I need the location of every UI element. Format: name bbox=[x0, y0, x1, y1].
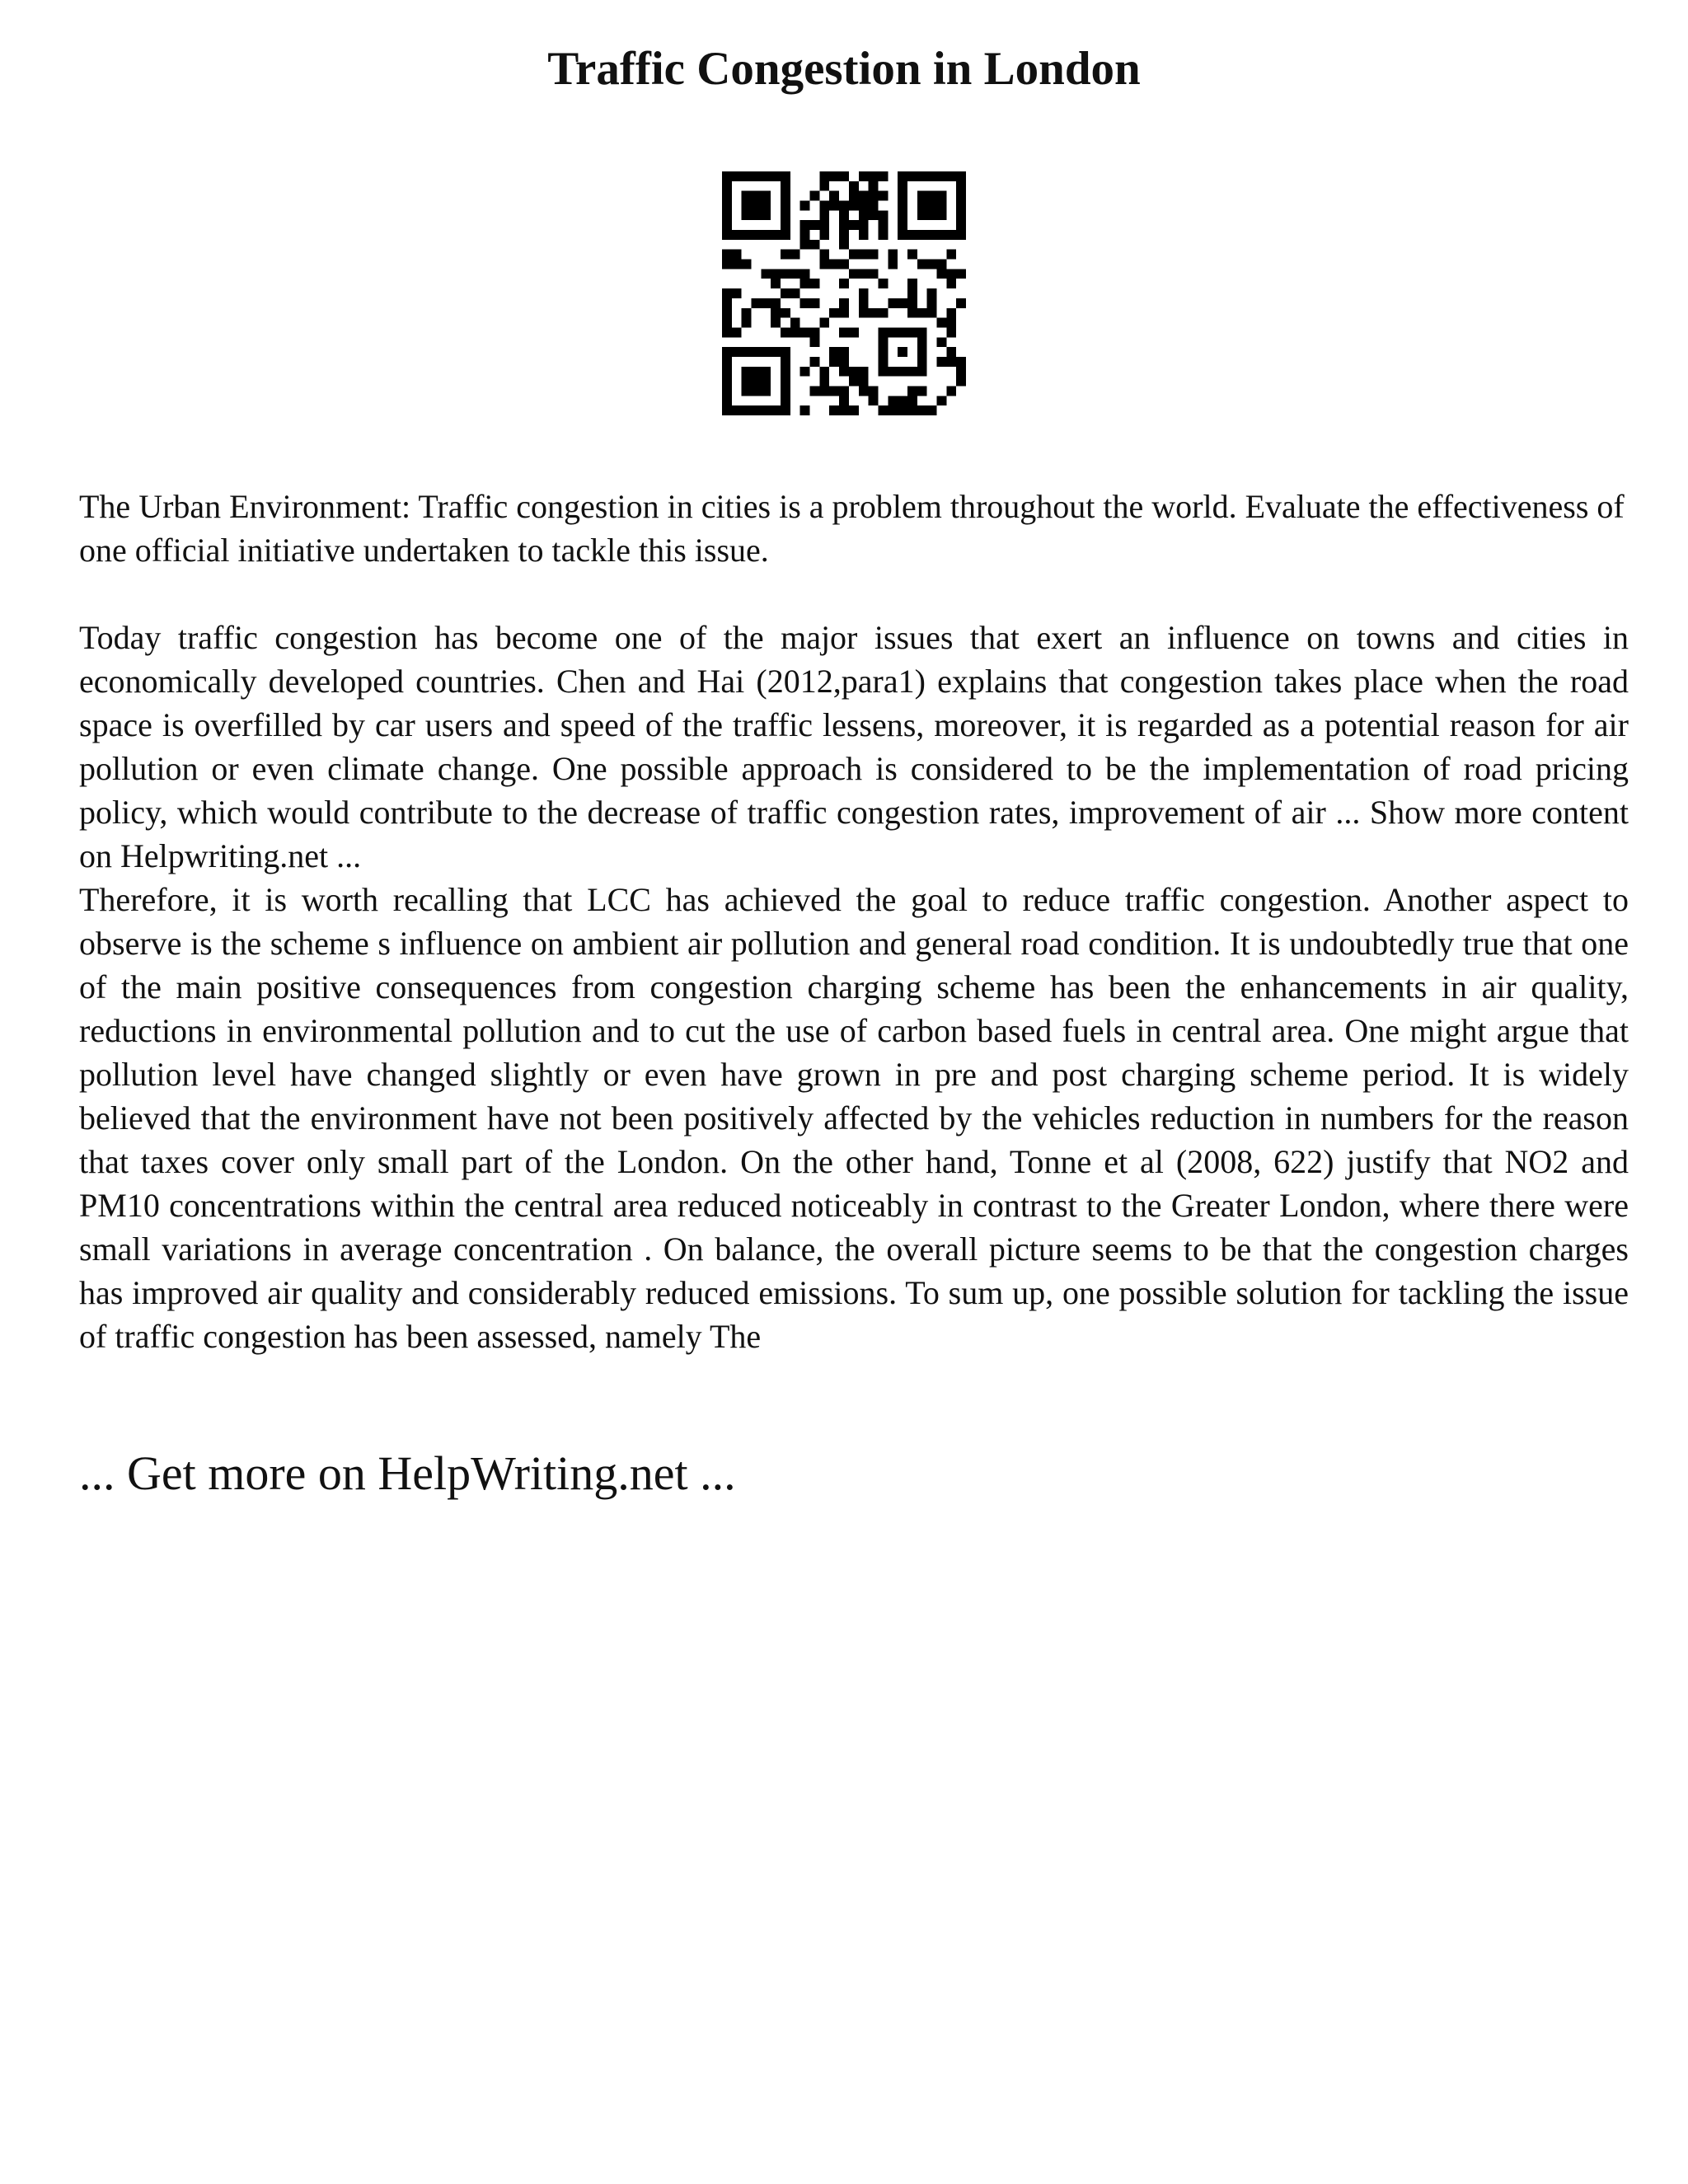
essay-paragraph-1: Today traffic congestion has become one of the major issues that exert an influence on towns and cities in economically developed countries. Chen and Hai (2012,para1) explains that congestion takes place when the road space is overfilled by car users and speed of the traffic lessens, moreover, it is regarded as a potential reason for air pollution or even climate change. One possible approach is considered to be the implementation of road pricing policy, which would contribute to the decrease of traffic congestion rates, improvement of air ... Show more content on Helpwriting.net ... bbox=[79, 619, 1629, 874]
get-more-link[interactable]: ... Get more on HelpWriting.net ... bbox=[79, 1446, 736, 1500]
essay-paragraph-2: Therefore, it is worth recalling that LCC has achieved the goal to reduce traffic congestion. Another aspect to observe is the scheme s influence on ambient air pollution and general road condition. It is undoubtedly true that one of the main positive consequences from congestion charging scheme has been the enhancements in air quality, reductions in environmental pollution and to cut the use of carbon based fuels in central area. One might argue that pollution level have changed slightly or even have grown in pre and post charging scheme period. It is widely believed that the environment have not been positively affected by the vehicles reduction in numbers for the reason that taxes cover only small part of the London. On the other hand, Tonne et al (2008, 622) justify that NO2 and PM10 concentrations within the central area reduced noticeably in contrast to the Greater London, where there were small variations in average concentration . On balance, the overall picture seems to be that the congestion charges has improved air quality and considerably reduced emissions. To sum up, one possible solution for tackling the issue of traffic congestion has been assessed, namely The bbox=[79, 881, 1629, 1355]
page-title: Traffic Congestion in London bbox=[547, 43, 1141, 95]
essay-body bbox=[79, 616, 1629, 1358]
essay-prompt: The Urban Environment: Traffic congestion in cities is a problem throughout the world. Evaluate the effectiveness of one official initiative undertaken to tackle this issue. bbox=[79, 488, 1625, 569]
qr-code-icon bbox=[722, 171, 966, 415]
